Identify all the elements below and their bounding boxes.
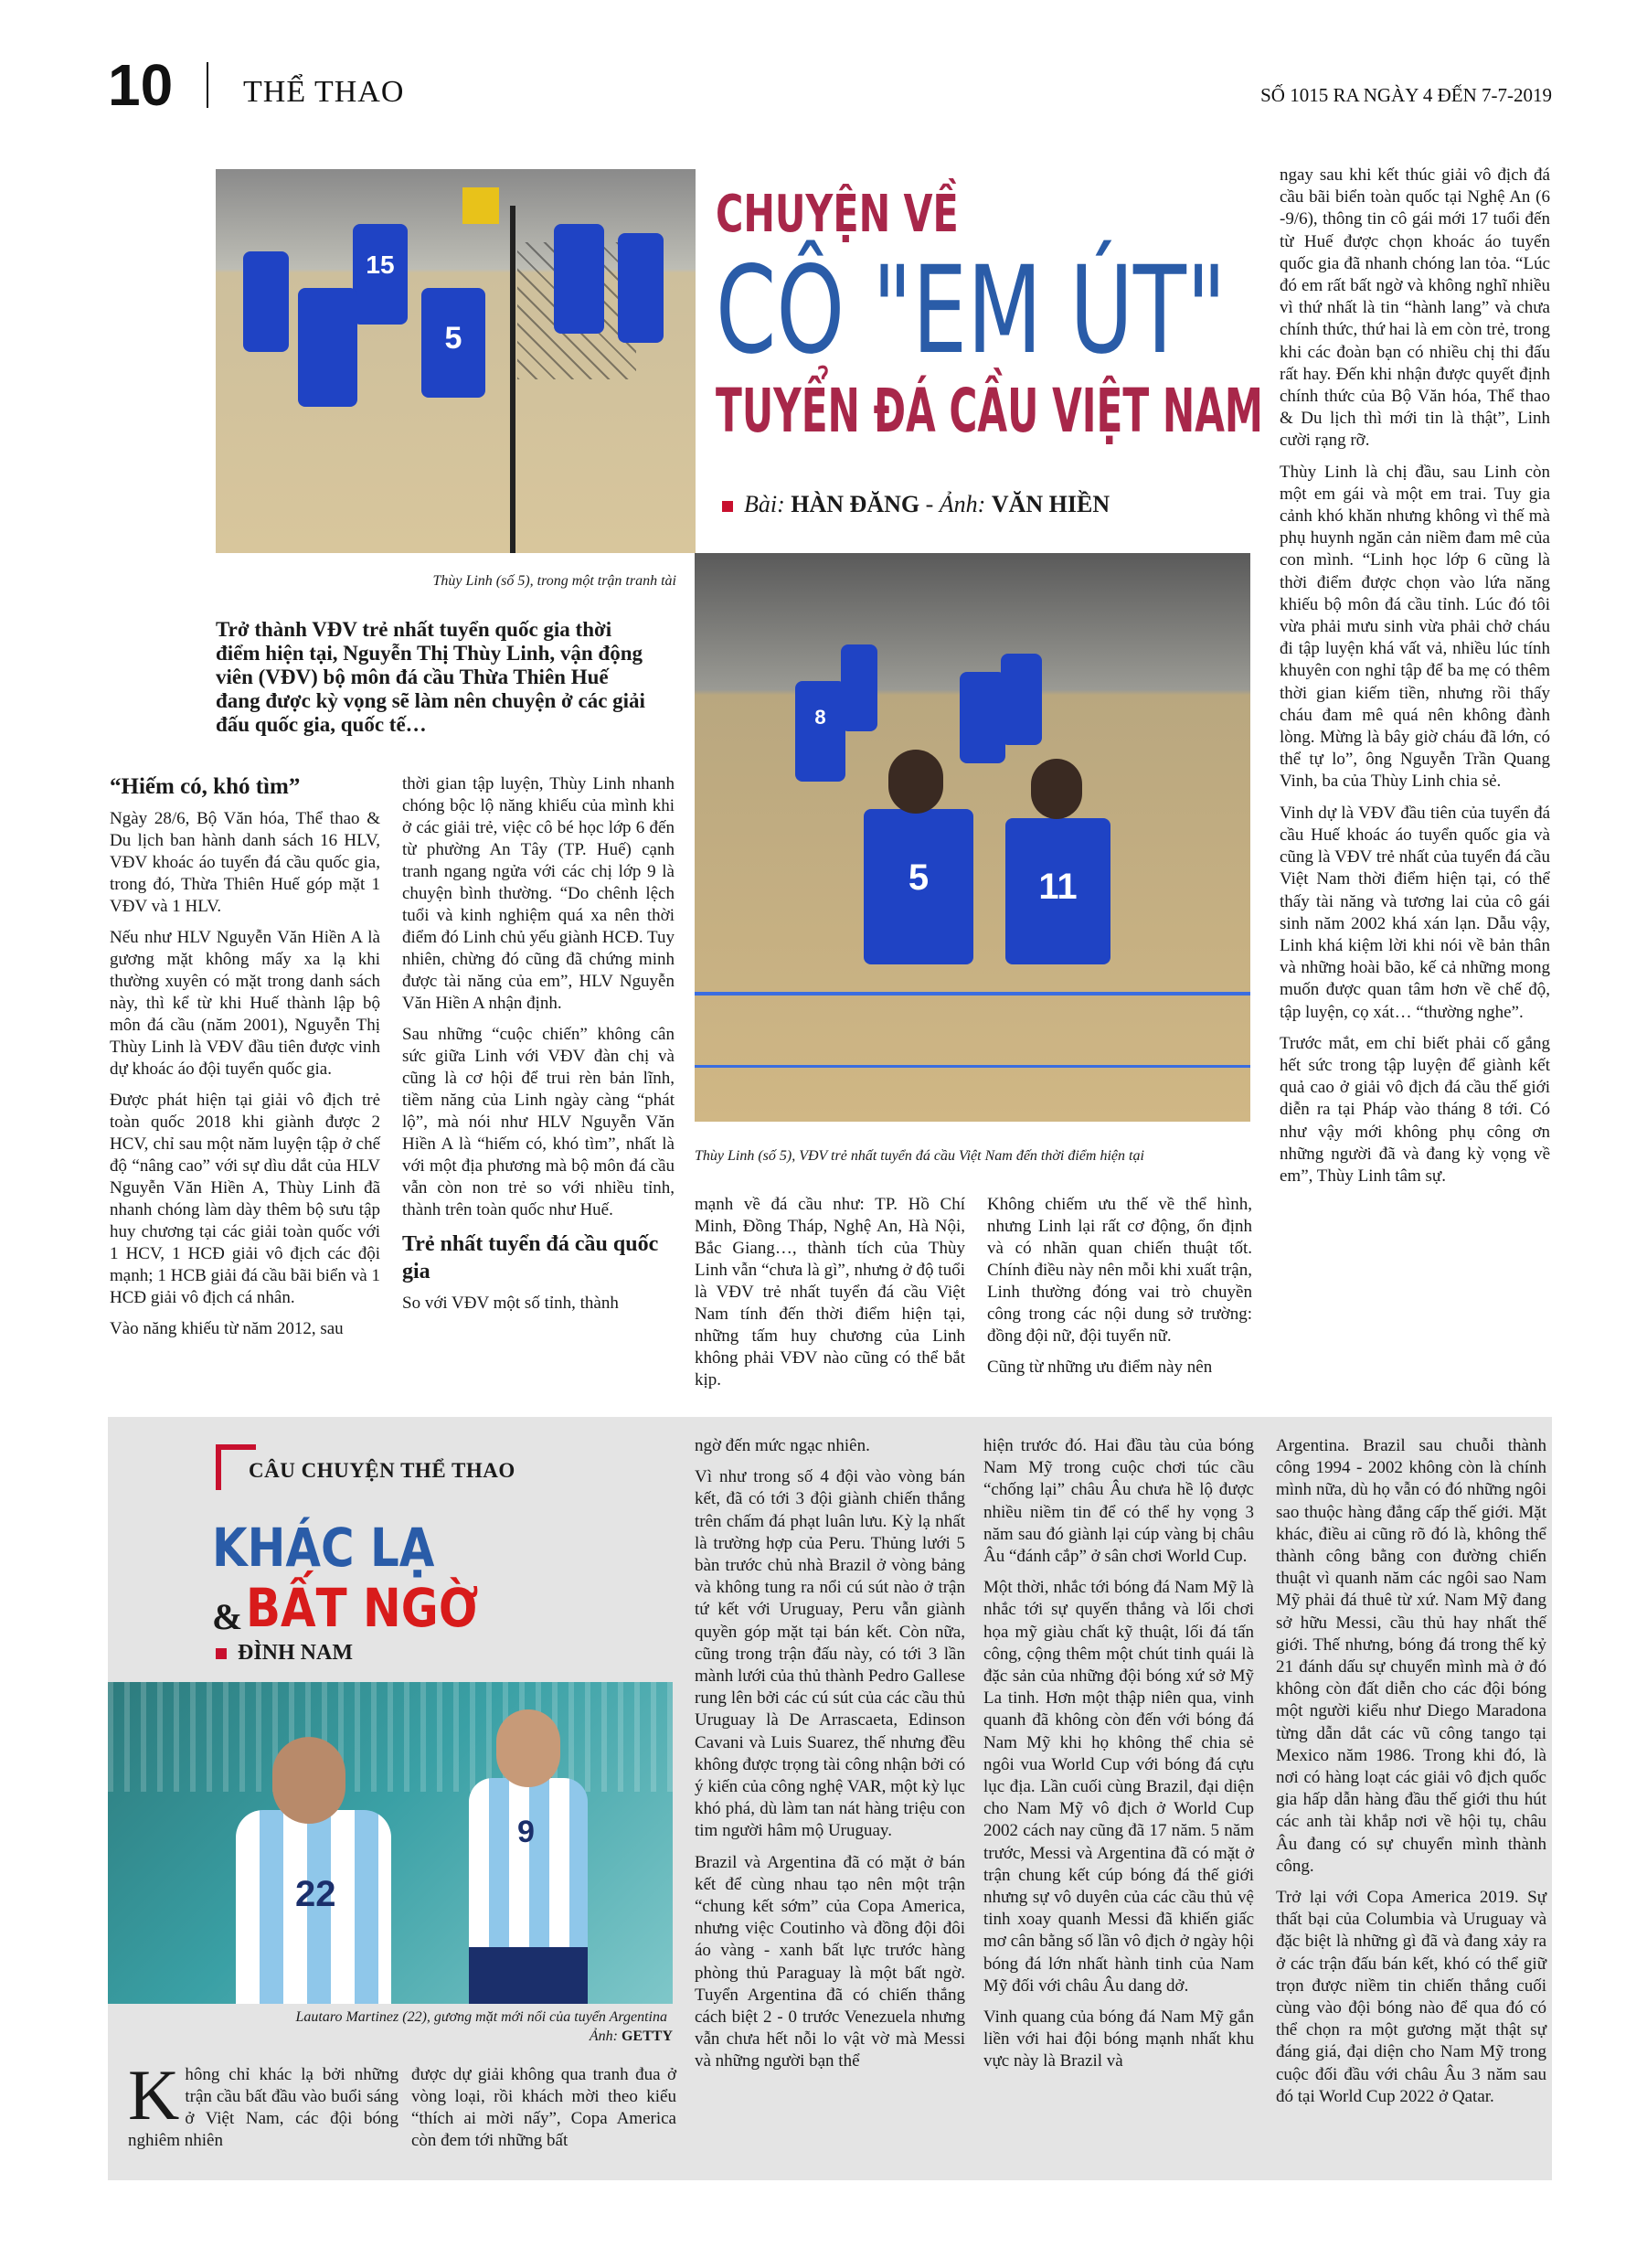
paragraph: thời gian tập luyện, Thùy Linh nhanh chóng bộc lộ năng khiếu của mình khi ở các giải trẻ, việc cô bé học lớp 6 đến từ phường An Tây (TP. Huế) cạnh tranh ngang ngửa với các chị lớp 9 là chuyện bình thường. “Do chênh lệch tuổi và kinh nghiệm quá xa nên thời điểm đó Linh chủ yếu giành HCĐ. Tuy nhiên, chừng đó cũng đã chứng minh được tài năng của em”, HLV Nguyễn Văn Hiền A nhận định. <box>402 774 675 1013</box>
credit-label: Ảnh: <box>589 2028 618 2044</box>
article-1-column-3 <box>695 1194 965 1400</box>
player-center <box>298 288 357 407</box>
byline-label-author: Bài: <box>744 491 785 517</box>
paragraph: Một thời, nhắc tới bóng đá Nam Mỹ là nhắc tới sự quyến thắng và lối chơi họa mỹ giàu chất kỹ thuật, lối đá tấn công, cộng thêm một chút tinh quái là đặc sản của những đội bóng xứ sở Mỹ La tinh. Hơn một thập niên qua, vinh quanh đã không còn đến với bóng đá Nam Mỹ khi họ không thể chia sẻ ngôi vua World Cup với bóng đá cựu lục địa. Lần cuối cùng Brazil, đại diện cho Nam Mỹ vô địch ở World Cup 2002 cách nay cũng đã 17 năm. 5 năm trước, Messi và Argentina đã có mặt ở trận chung kết cúp bóng đá thế giới nhưng sự vô duyên của các cầu thủ vệ tinh xoay quanh Messi đã khiến giấc mơ cân bằng số lần vô địch ở ngày hội bóng đá lớn nhất hành tinh của Nam Mỹ đối với châu Âu dang dở. <box>983 1578 1254 1996</box>
paragraph: Vào năng khiếu từ năm 2012, sau <box>110 1319 344 1338</box>
subheading-rare: “Hiếm có, khó tìm” <box>110 774 301 799</box>
referee-chair <box>462 187 499 224</box>
player-11-foreground: 11 <box>1005 818 1110 964</box>
paragraph: Sau những “cuộc chiến” không cân sức giữa Linh với VĐV đàn chị và cũng là cơ hội để trui rèn bản lĩnh, tiềm năng của Linh ngày càng “phát lộ”, mà nói như HLV Nguyễn Văn Hiền A là “hiếm có, khó tìm”, nhất là với một địa phương mà bộ môn đá cầu vẫn còn non trẻ so với nhiều tỉnh, thành trên toàn quốc như Huế. <box>402 1025 675 1219</box>
article-1-column-1 <box>110 773 380 1349</box>
article-1-title <box>716 183 1264 448</box>
article-2-column-4 <box>983 1435 1254 2082</box>
article-2-column-3 <box>695 1435 965 2082</box>
byline-marker <box>216 1648 227 1659</box>
jersey-number-22: 22 <box>295 1874 336 1914</box>
net-post <box>510 206 515 553</box>
paragraph: Ngày 28/6, Bộ Văn hóa, Thể thao & Du lịch ban hành danh sách 16 HLV, VĐV khoác áo tuyển đá cầu quốc gia, trong đó, Thừa Thiên Huế góp mặt 1 VĐV và 1 HLV. <box>110 809 380 916</box>
article-2-column-5 <box>1276 1435 1546 2117</box>
header-divider <box>207 62 208 108</box>
title-line-3: TUYỂN ĐÁ CẦU VIỆT NAM <box>716 376 1263 446</box>
player-9-body <box>469 1778 588 1952</box>
photo-1-caption: Thùy Linh (số 5), trong một trận tranh tài <box>432 573 676 589</box>
player-right-b <box>618 233 664 343</box>
player-5-head <box>888 750 943 814</box>
title-ampersand: & <box>212 1596 243 1637</box>
byline-author: HÀN ĐĂNG <box>791 491 920 517</box>
paragraph: mạnh về đá cầu như: TP. Hồ Chí Minh, Đồng Tháp, Nghệ An, Hà Nội, Bắc Giang…, thành tích của Thùy Linh vẫn “chưa là gì”, nhưng ở độ tuổi là VĐV trẻ nhất tuyển đá cầu Việt Nam tính đến thời điểm hiện tại, những tấm huy chương của Linh không phải VĐV nào cũng có thể bắt kịp. <box>695 1195 965 1390</box>
article-1-byline <box>722 491 1110 518</box>
paragraph: Không chiếm ưu thế về thể hình, nhưng Linh lại rất cơ động, ổn định và có nhãn quan chiến thuật tốt. Chính điều này nên mỗi khi xuất trận, Linh thường đóng vai trò chuyền công trong các nội dung sở trường: đồng đội nữ, đội tuyển nữ. <box>987 1195 1252 1346</box>
jersey-number-9: 9 <box>517 1815 535 1849</box>
article-1-column-5 <box>1280 165 1550 1197</box>
player-22-head <box>272 1737 345 1824</box>
paragraph: Được phát hiện tại giải vô địch trẻ toàn quốc 2018 khi giành được 2 HCV, chỉ sau một năm luyện tập ở chế độ “nâng cao” với sự dìu dắt của HLV Nguyễn Văn Hiền A, Thùy Linh đã nhanh chóng làm dày thêm bộ sưu tập huy chương tại các giải toàn quốc với 1 HCV, 1 HCĐ giải vô địch các đội mạnh; 1 HCB giải đá cầu bãi biển và 1 HCĐ giải vô địch cá nhân. <box>110 1091 380 1307</box>
paragraph: Trở lại với Copa America 2019. Sự thất bại của Columbia và Uruguay và đặc biệt là những gì đã và đang xảy ra ở các trận đấu bán kết, khó có thể giữ trọn được niềm tin chiến thắng cuối cùng vào đội bóng nào để qua đó có thể chọn ra một gương mặt thật sự đáng giá, đại diện cho Nam Mỹ trong cuộc đối đầu với châu Âu 3 năm sau đó tại World Cup 2022 ở Qatar. <box>1276 1888 1546 2106</box>
player-9-shorts <box>469 1947 588 2004</box>
box-label-bracket-b <box>216 1444 221 1490</box>
paragraph: được dự giải không qua tranh đua ở vòng loại, rồi khách mời theo kiểu “thích ai mời nấy”, Copa America còn đem tới những bất <box>411 2065 676 2150</box>
box-label <box>216 1444 517 1490</box>
paragraph: hông chỉ khác lạ bởi những trận cầu bất đầu vào buổi sáng ở Việt Nam, các đội bóng nghiêm nhiên <box>128 2065 398 2150</box>
player-15: 15 <box>353 224 408 325</box>
player-right-a <box>554 224 604 334</box>
photo-2-caption: Thùy Linh (số 5), VĐV trẻ nhất tuyển đá cầu Việt Nam đến thời điểm hiện tại <box>695 1148 1144 1164</box>
photo-2-thuy-linh <box>695 553 1250 1122</box>
player-left <box>243 251 289 352</box>
box-label-text: CÂU CHUYỆN THỂ THAO <box>249 1459 515 1482</box>
court-line <box>695 992 1250 996</box>
article-1-lead: Trở thành VĐV trẻ nhất tuyển quốc gia thời điểm hiện tại, Nguyễn Thị Thùy Linh, vận động viên (VĐV) bộ môn đá cầu Thừa Thiên Huế đang được kỳ vọng sẽ làm nên chuyện ở các giải đấu quốc gia, quốc tế… <box>216 618 645 736</box>
court-line-2 <box>695 1065 1250 1068</box>
article-2-column-1 <box>128 2055 398 2152</box>
background-player-a: 8 <box>795 681 845 782</box>
crowd-band <box>108 1682 673 1792</box>
paragraph: So với VĐV một số tỉnh, thành <box>402 1294 619 1313</box>
paragraph: Brazil và Argentina đã có mặt ở bán kết để cùng nhau tạo nên một trận “chung kết sớm” của Copa America, nhưng việc Coutinho và đồng đội đôi áo vàng - xanh bất lực trước hàng phòng thủ Paraguay là một bất ngờ. Tuyển Argentina đã có chiến thắng cách biệt 2 - 0 trước Venezuela nhưng vẫn chưa hết nỗi lo vật vờ mà Messi và những người bạn thể <box>695 1852 965 2071</box>
byline-label-photo: - Ảnh: <box>925 491 986 517</box>
article-1-column-2 <box>402 773 675 1324</box>
paragraph: Argentina. Brazil sau chuỗi thành công 1994 - 2002 không còn là chính mình nữa, dù họ vẫn có đó những ngôi sao thuộc hàng đẳng cấp thế giới. Mặt khác, điều ai cũng rõ đó là, không thể thành công bằng con đường chiến thuật vì quanh năm các ngôi sao Nam Mỹ phải đá thuê từ xứ. Nam Mỹ đang sở hữu Messi, cầu thủ hay nhất thế giới. Thế nhưng, bóng đá trong thế kỷ 21 đánh dấu sự chuyển mình mà ở đó không còn đất diễn cho các đội bóng một người kiểu như Diego Maradona từng dẫn dắt các vũ công tango tại Mexico năm 1986. Trong khi đó, là nơi có hàng loạt các giải vô địch quốc gia hấp dẫn hàng đầu thế giới thu hút các anh tài khắp nơi về hội tụ, châu Âu đang có sự chuyển mình thành công. <box>1276 1436 1546 1876</box>
background-player-d <box>841 644 877 731</box>
photo-argentina-players <box>108 1682 673 2004</box>
paragraph: Vì như trong số 4 đội vào vòng bán kết, đã có tới 3 đội giành chiến thắng trên chấm đá phạt luân lưu. Kỳ lạ nhất là trường hợp của Peru. Thủng lưới 5 bàn trước chủ nhà Brazil ở vòng bảng và không tung ra nổi cú sút nào ở trận tứ kết với Uruguay, Peru vẫn giành quyền góp mặt tại bán kết. Còn nữa, cũng trong trận đấu này, có tới 3 lần mành lưới của thủ thành Pedro Gallese rung lên bởi các cú sút của các cầu thủ Uruguay là De Arrascaeta, Edinson Cavani và Luis Suarez, thế nhưng đều không được trọng tài công nhận bởi có ý kiến của công nghệ VAR, một kỳ lục khó phá, dù làm tan nát hàng triệu con tim người hâm mộ Uruguay. <box>695 1467 965 1841</box>
title-line-2: CÔ "EM ÚT" <box>716 240 1227 381</box>
photo-argentina-credit <box>457 2028 673 2046</box>
player-5-foreground: 5 <box>864 809 973 964</box>
article-1-column-4 <box>987 1194 1252 1388</box>
photo-argentina-caption: Lautaro Martinez (22), gương mặt mới nổi của tuyển Argentina <box>295 2009 667 2025</box>
paragraph: Cũng từ những ưu điểm này nên <box>987 1358 1213 1377</box>
paragraph: Thùy Linh là chị đầu, sau Linh còn một em gái và một em trai. Tuy gia cảnh khó khăn nhưng không vì thế mà phụ huynh ngăn cản niềm đam mê của con mình. “Linh học lớp 6 cũng là thời điểm được chọn vào lứa năng khiếu bộ môn đá cầu tỉnh. Lúc đó tôi vừa phải mưu sinh vừa phải chở cháu đi tập luyện khá vất vả, nhiều lúc tính khuyên con nghỉ tập để ba mẹ có thêm thời gian kiếm tiền, nhưng rồi thấy cháu đam mê quá nên không đành lòng. Mừng là bây giờ cháu đã lớn, có thể tự lo”, ông Nguyễn Trần Quang Vinh, ba của Thùy Linh chia sẻ. <box>1280 462 1550 792</box>
byline-author: ĐÌNH NAM <box>238 1641 353 1665</box>
paragraph: ngờ đến mức ngạc nhiên. <box>695 1436 870 1455</box>
title-line-surprise <box>212 1578 669 1638</box>
article-2-title <box>212 1517 669 1638</box>
byline-marker <box>722 501 733 512</box>
title-line-different: KHÁC LẠ <box>212 1517 435 1579</box>
paragraph: Vinh dự là VĐV đầu tiên của tuyển đá cầu Huế khoác áo tuyển quốc gia và cũng là VĐV trẻ nhất của tuyển đá cầu Việt Nam thời điểm hiện tại, có thể thấy tài năng và tương lai của cô gái sinh năm 2002 khá xán lạn. Dẫu vậy, Linh khá kiệm lời khi nói về bản thân và những hoài bão, kế cả những mong muốn được quan tâm hơn về chế độ, tập luyện, cọ xát… “thường nghe”. <box>1280 803 1550 1022</box>
paragraph: ngay sau khi kết thúc giải vô địch đá cầu bãi biển toàn quốc tại Nghệ An (6 -9/6), thông tin cô gái mới 17 tuổi đến từ Huế được chọn khoác áo tuyển quốc gia đã nhanh chóng lan tỏa. “Lúc đó em rất bất ngờ và không nghĩ nhiều vì thứ nhất là tin “hành lang” và chưa chính thức, thứ hai là em còn trẻ, trong khi các đoàn bạn có nhiều chị thi đấu rất hay. Đến khi nhận được quyết định chính thức của Bộ Văn hóa, Thể thao & Du lịch thì mới tin là thật”, Linh cười rạng rỡ. <box>1280 165 1551 451</box>
page-header <box>108 53 1552 117</box>
credit-name: GETTY <box>621 2028 673 2044</box>
title-line-1: CHUYỆN VỀ <box>716 185 959 244</box>
paragraph: Nếu như HLV Nguyễn Văn Hiền A là gương mặt không mấy xa lạ khi thường xuyên có mặt trong danh sách này, thì kể từ khi Huế thành lập bộ môn đá cầu (năm 2001), Nguyễn Thị Thùy Linh là VĐV đầu tiên được vinh dự khoác áo đội tuyển quốc gia. <box>110 928 380 1079</box>
issue-info: SỐ 1015 RA NGÀY 4 ĐẾN 7-7-2019 <box>1260 84 1552 106</box>
page-number: 10 <box>108 52 174 118</box>
player-5: 5 <box>421 288 485 398</box>
title-surprise: BẤT NGỜ <box>246 1577 479 1639</box>
article-2-column-2 <box>411 2064 676 2161</box>
paragraph: Vinh quang của bóng đá Nam Mỹ gắn liền với hai đội bóng mạnh nhất khu vực này là Brazil và <box>983 2007 1254 2071</box>
background-player-b <box>960 672 1005 763</box>
photo-1-sepak-takraw-match <box>216 169 696 553</box>
byline-photographer: VĂN HIỀN <box>991 491 1110 517</box>
paragraph: Trước mắt, em chỉ biết phải cố gắng hết sức trong tập luyện để giành kết quả cao ở giải vô địch đá cầu thế giới diễn ra tại Pháp vào tháng 8 tới. Có như vậy mới không phụ công ơn những người đã và đang kỳ vọng về em”, Thùy Linh tâm sự. <box>1280 1033 1550 1186</box>
article-2-byline <box>216 1641 353 1666</box>
subheading-youngest: Trẻ nhất tuyển đá cầu quốc gia <box>402 1232 659 1283</box>
paragraph: hiện trước đó. Hai đầu tàu của bóng Nam Mỹ trong cuộc chơi túc cầu “chống lại” châu Âu chưa hề lộ được nhiều niềm tin để có thể hy vọng 3 năm sau đó giành lại cúp vàng bị châu Âu “đánh cắp” ở sân chơi World Cup. <box>983 1436 1254 1567</box>
player-9-head <box>496 1709 560 1787</box>
background-player-c <box>1001 654 1042 745</box>
drop-cap: K <box>128 2055 180 2135</box>
player-11-head <box>1031 759 1082 819</box>
section-name[interactable]: THỂ THAO <box>243 75 405 109</box>
